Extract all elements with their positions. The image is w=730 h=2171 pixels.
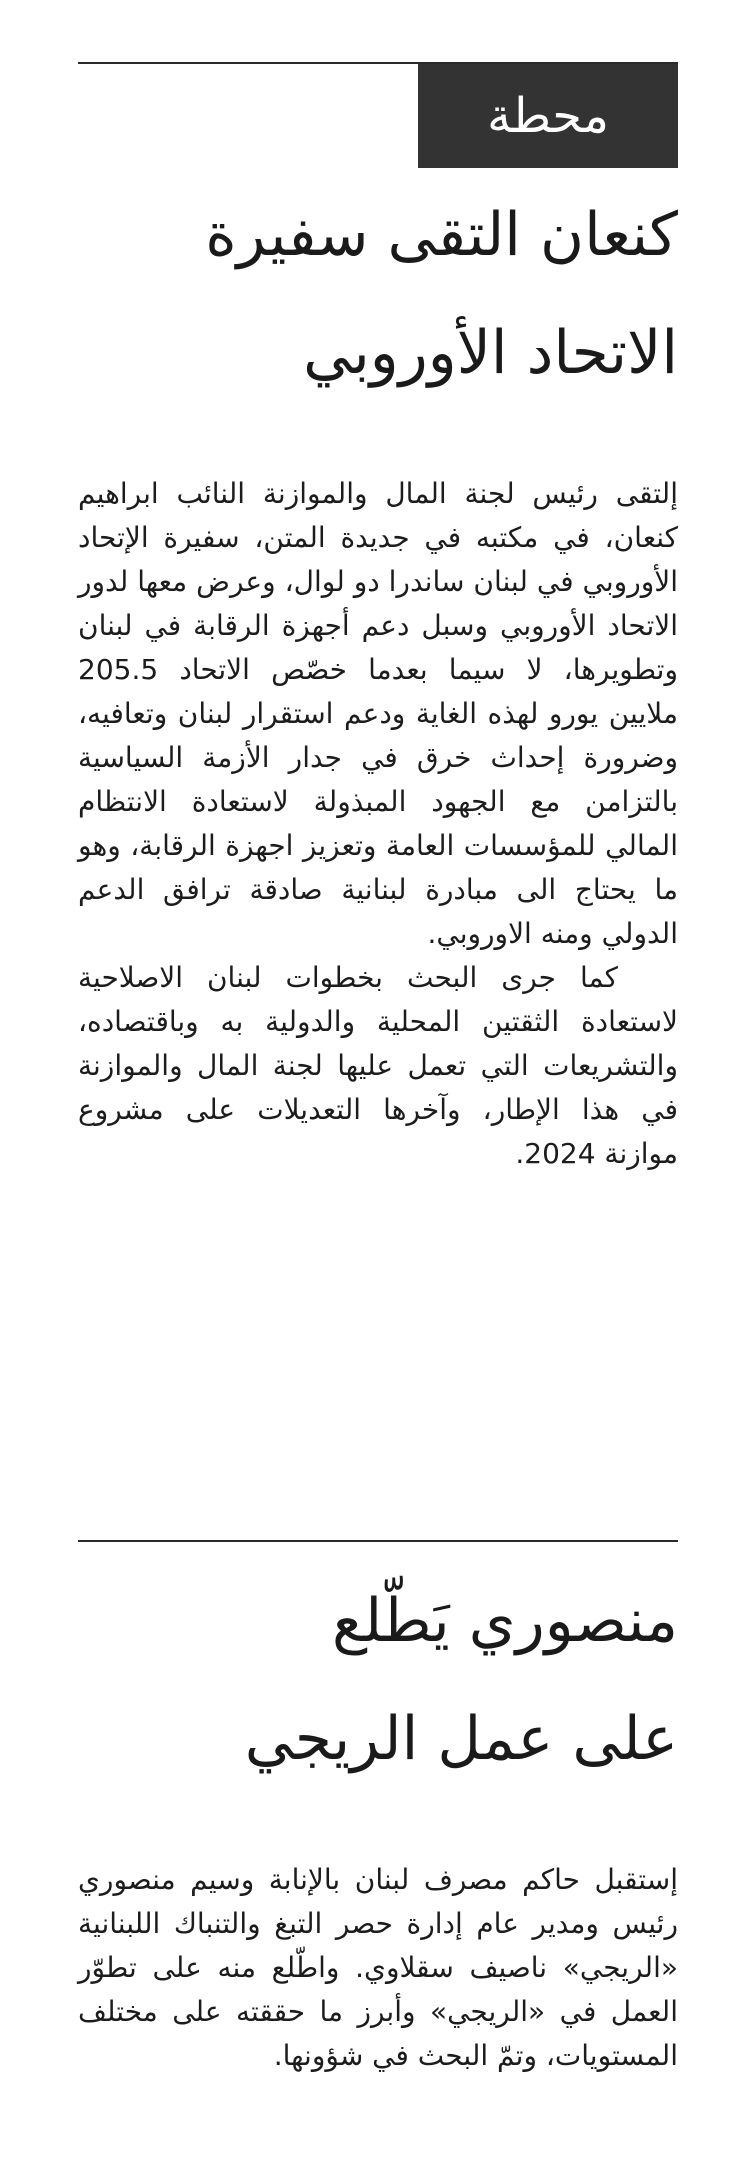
headline-line-2: على عمل الريجي bbox=[244, 1704, 678, 1774]
headline-mansouri bbox=[78, 1562, 678, 1798]
section-label: محطة bbox=[418, 64, 678, 168]
headline-line-1: كنعان التقى سفيرة bbox=[205, 200, 678, 270]
paragraph-1: إستقبل حاكم مصرف لبنان بالإنابة وسيم منصوري رئيس ومدير عام إدارة حصر التبغ والتنباك اللبنانية «الريجي» ناصيف سقلاوي. واطّلع منه على تطوّر العمل في «الريجي» وأبرز ما حققته على مختلف المستويات، وتمّ البحث في شؤونها. bbox=[78, 1863, 678, 2072]
section-label-row bbox=[78, 64, 678, 168]
middle-divider bbox=[78, 1540, 678, 1542]
article-body-kanaan bbox=[78, 472, 678, 1176]
headline-kanaan bbox=[78, 176, 678, 412]
article-kanaan bbox=[78, 62, 678, 1176]
article-body-mansouri bbox=[78, 1858, 678, 2078]
paragraph-2: كما جرى البحث بخطوات لبنان الاصلاحية لاستعادة الثقتين المحلية والدولية به وباقتصاده، والتشريعات التي تعمل عليها لجنة المال والموازنة في هذا الإطار، وآخرها التعديلات على مشروع موازنة 2024. bbox=[78, 961, 678, 1170]
article-mansouri bbox=[78, 1540, 678, 2078]
paragraph-1: إلتقى رئيس لجنة المال والموازنة النائب ابراهيم كنعان، في مكتبه في جديدة المتن، سفيرة الإتحاد الأوروبي في لبنان ساندرا دو لوال، وعرض معها لدور الاتحاد الأوروبي وسبل دعم أجهزة الرقابة في لبنان وتطويرها، لا سيما بعدما خصّص الاتحاد 205.5 ملايين يورو لهذه الغاية ودعم استقرار لبنان وتعافيه، وضرورة إحداث خرق في جدار الأزمة السياسية بالتزامن مع الجهود المبذولة لاستعادة الانتظام المالي للمؤسسات العامة وتعزيز اجهزة الرقابة، وهو ما يحتاج الى مبادرة لبنانية صادقة ترافق الدعم الدولي ومنه الاوروبي. bbox=[78, 477, 678, 950]
headline-line-1: منصوري يَطّلع bbox=[332, 1586, 678, 1656]
headline-line-2: الاتحاد الأوروبي bbox=[303, 318, 678, 388]
